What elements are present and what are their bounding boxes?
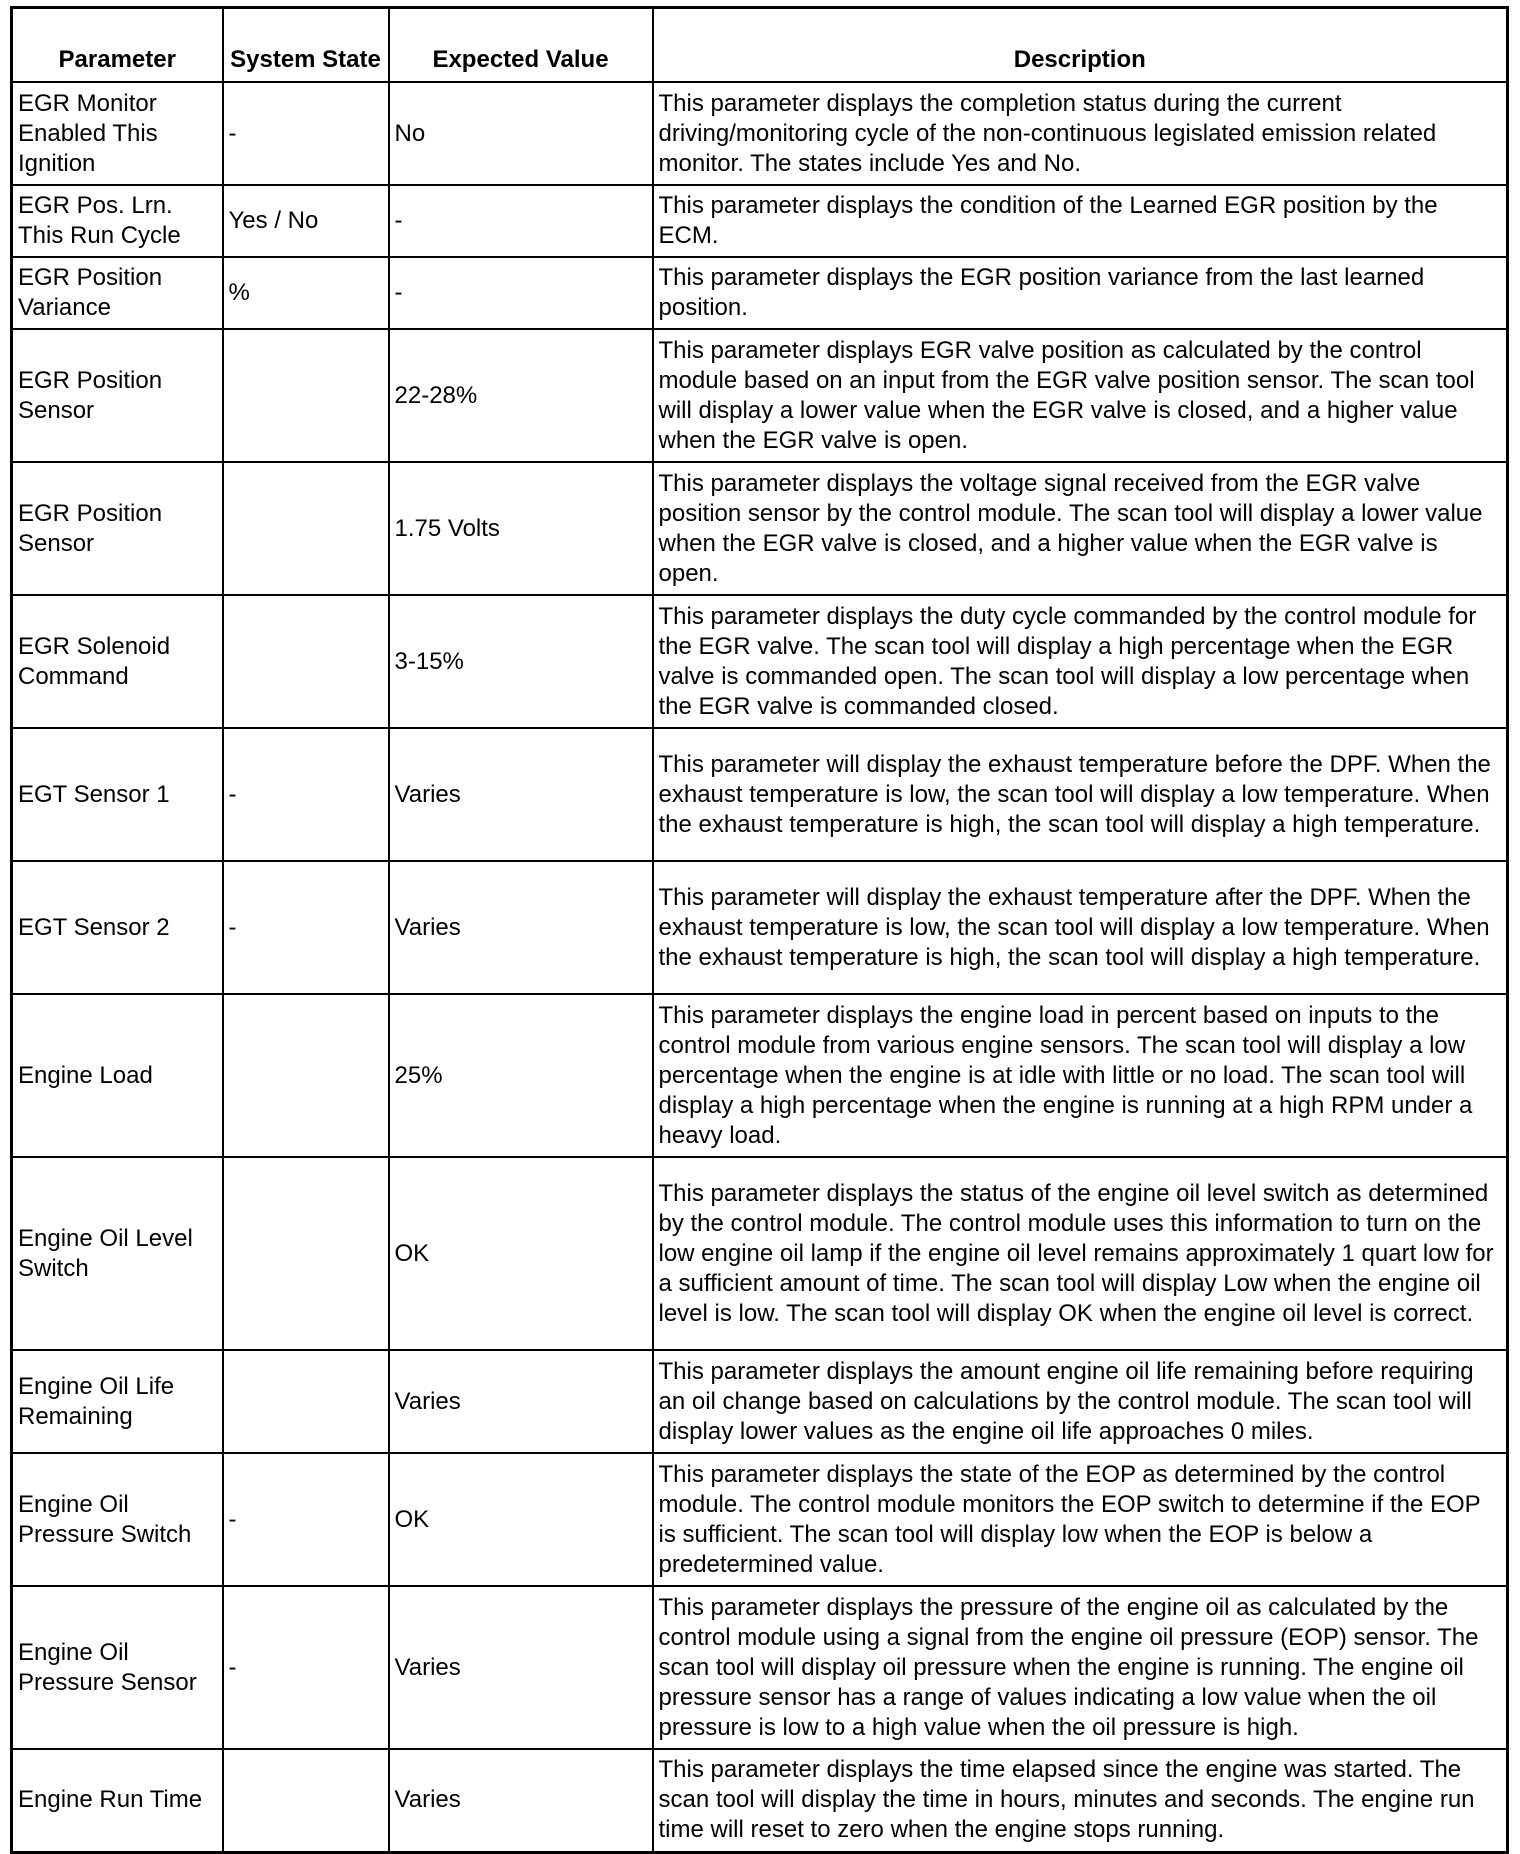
cell-expected-value: Varies xyxy=(389,728,653,861)
table-row xyxy=(12,1586,1508,1749)
table-row xyxy=(12,462,1508,595)
cell-expected-value: Varies xyxy=(389,1586,653,1749)
cell-expected-value: 1.75 Volts xyxy=(389,462,653,595)
cell-description: This parameter displays the amount engine oil life remaining before requiring an oil change based on calculations by the control module. The scan tool will display lower values as the engine oil life approaches 0 miles. xyxy=(653,1350,1508,1453)
cell-system-state xyxy=(223,595,389,728)
parameter-table-container xyxy=(10,6,1506,1854)
cell-description: This parameter displays the duty cycle commanded by the control module for the EGR valve. The scan tool will display a high percentage when the EGR valve is commanded open. The scan tool will display a low percentage when the EGR valve is commanded closed. xyxy=(653,595,1508,728)
cell-expected-value: Varies xyxy=(389,1350,653,1453)
cell-system-state xyxy=(223,462,389,595)
cell-description: This parameter will display the exhaust temperature after the DPF. When the exhaust temperature is low, the scan tool will display a low temperature. When the exhaust temperature is high, the scan tool will display a high temperature. xyxy=(653,861,1508,994)
cell-parameter: Engine Oil Level Switch xyxy=(12,1157,223,1350)
cell-system-state: - xyxy=(223,1586,389,1749)
cell-description: This parameter displays the engine load in percent based on inputs to the control module from various engine sensors. The scan tool will display a low percentage when the engine is at idle with little or no load. The scan tool will display a high percentage when the engine is running at a high RPM under a heavy load. xyxy=(653,994,1508,1157)
cell-expected-value: 22-28% xyxy=(389,329,653,462)
table-header xyxy=(12,8,1508,83)
table-row xyxy=(12,329,1508,462)
cell-expected-value: OK xyxy=(389,1157,653,1350)
cell-expected-value: - xyxy=(389,257,653,329)
header-description: Description xyxy=(653,8,1508,83)
cell-description: This parameter displays the status of the engine oil level switch as determined by the control module. The control module uses this information to turn on the low engine oil lamp if the engine oil level remains approximately 1 quart low for a sufficient amount of time. The scan tool will display Low when the engine oil level is low. The scan tool will display OK when the engine oil level is correct. xyxy=(653,1157,1508,1350)
cell-system-state: - xyxy=(223,1453,389,1586)
cell-parameter: EGR Position Sensor xyxy=(12,462,223,595)
cell-system-state xyxy=(223,1749,389,1852)
table-row xyxy=(12,257,1508,329)
table-row xyxy=(12,1350,1508,1453)
header-system-state: System State xyxy=(223,8,389,83)
cell-system-state: Yes / No xyxy=(223,185,389,257)
cell-system-state: - xyxy=(223,82,389,185)
cell-system-state xyxy=(223,994,389,1157)
table-row xyxy=(12,728,1508,861)
table-row xyxy=(12,185,1508,257)
table-row xyxy=(12,595,1508,728)
cell-parameter: Engine Oil Pressure Switch xyxy=(12,1453,223,1586)
table-row xyxy=(12,82,1508,185)
cell-expected-value: - xyxy=(389,185,653,257)
table-body xyxy=(12,82,1508,1852)
cell-expected-value: OK xyxy=(389,1453,653,1586)
table-row xyxy=(12,1157,1508,1350)
cell-system-state xyxy=(223,1157,389,1350)
cell-parameter: EGR Position Variance xyxy=(12,257,223,329)
cell-parameter: Engine Oil Life Remaining xyxy=(12,1350,223,1453)
cell-description: This parameter displays the state of the EOP as determined by the control module. The control module monitors the EOP switch to determine if the EOP is sufficient. The scan tool will display low when the EOP is below a predetermined value. xyxy=(653,1453,1508,1586)
cell-description: This parameter displays the pressure of the engine oil as calculated by the control module using a signal from the engine oil pressure (EOP) sensor. The scan tool will display oil pressure when the engine is running. The engine oil pressure sensor has a range of values indicating a low value when the oil pressure is low to a high value when the oil pressure is high. xyxy=(653,1586,1508,1749)
header-row xyxy=(12,8,1508,83)
cell-system-state xyxy=(223,329,389,462)
cell-parameter: EGT Sensor 2 xyxy=(12,861,223,994)
parameter-table xyxy=(10,6,1509,1854)
cell-description: This parameter displays the completion status during the current driving/monitoring cycle of the non-continuous legislated emission related monitor. The states include Yes and No. xyxy=(653,82,1508,185)
cell-parameter: EGR Monitor Enabled This Ignition xyxy=(12,82,223,185)
cell-parameter: Engine Run Time xyxy=(12,1749,223,1852)
table-row xyxy=(12,1749,1508,1852)
cell-parameter: EGR Pos. Lrn. This Run Cycle xyxy=(12,185,223,257)
cell-expected-value: 25% xyxy=(389,994,653,1157)
table-row xyxy=(12,861,1508,994)
table-row xyxy=(12,1453,1508,1586)
cell-expected-value: 3-15% xyxy=(389,595,653,728)
cell-parameter: Engine Load xyxy=(12,994,223,1157)
cell-system-state: % xyxy=(223,257,389,329)
cell-system-state: - xyxy=(223,728,389,861)
cell-parameter: EGT Sensor 1 xyxy=(12,728,223,861)
cell-system-state: - xyxy=(223,861,389,994)
cell-expected-value: Varies xyxy=(389,861,653,994)
header-parameter: Parameter xyxy=(12,8,223,83)
cell-expected-value: No xyxy=(389,82,653,185)
cell-system-state xyxy=(223,1350,389,1453)
cell-description: This parameter displays the time elapsed since the engine was started. The scan tool will display the time in hours, minutes and seconds. The engine run time will reset to zero when the engine stops running. xyxy=(653,1749,1508,1852)
cell-parameter: EGR Solenoid Command xyxy=(12,595,223,728)
cell-description: This parameter displays the EGR position variance from the last learned position. xyxy=(653,257,1508,329)
header-expected-value: Expected Value xyxy=(389,8,653,83)
cell-description: This parameter will display the exhaust temperature before the DPF. When the exhaust temperature is low, the scan tool will display a low temperature. When the exhaust temperature is high, the scan tool will display a high temperature. xyxy=(653,728,1508,861)
table-row xyxy=(12,994,1508,1157)
cell-parameter: EGR Position Sensor xyxy=(12,329,223,462)
cell-parameter: Engine Oil Pressure Sensor xyxy=(12,1586,223,1749)
cell-expected-value: Varies xyxy=(389,1749,653,1852)
cell-description: This parameter displays EGR valve position as calculated by the control module based on an input from the EGR valve position sensor. The scan tool will display a lower value when the EGR valve is closed, and a higher value when the EGR valve is open. xyxy=(653,329,1508,462)
cell-description: This parameter displays the voltage signal received from the EGR valve position sensor by the control module. The scan tool will display a lower value when the EGR valve is closed, and a higher value when the EGR valve is open. xyxy=(653,462,1508,595)
cell-description: This parameter displays the condition of the Learned EGR position by the ECM. xyxy=(653,185,1508,257)
